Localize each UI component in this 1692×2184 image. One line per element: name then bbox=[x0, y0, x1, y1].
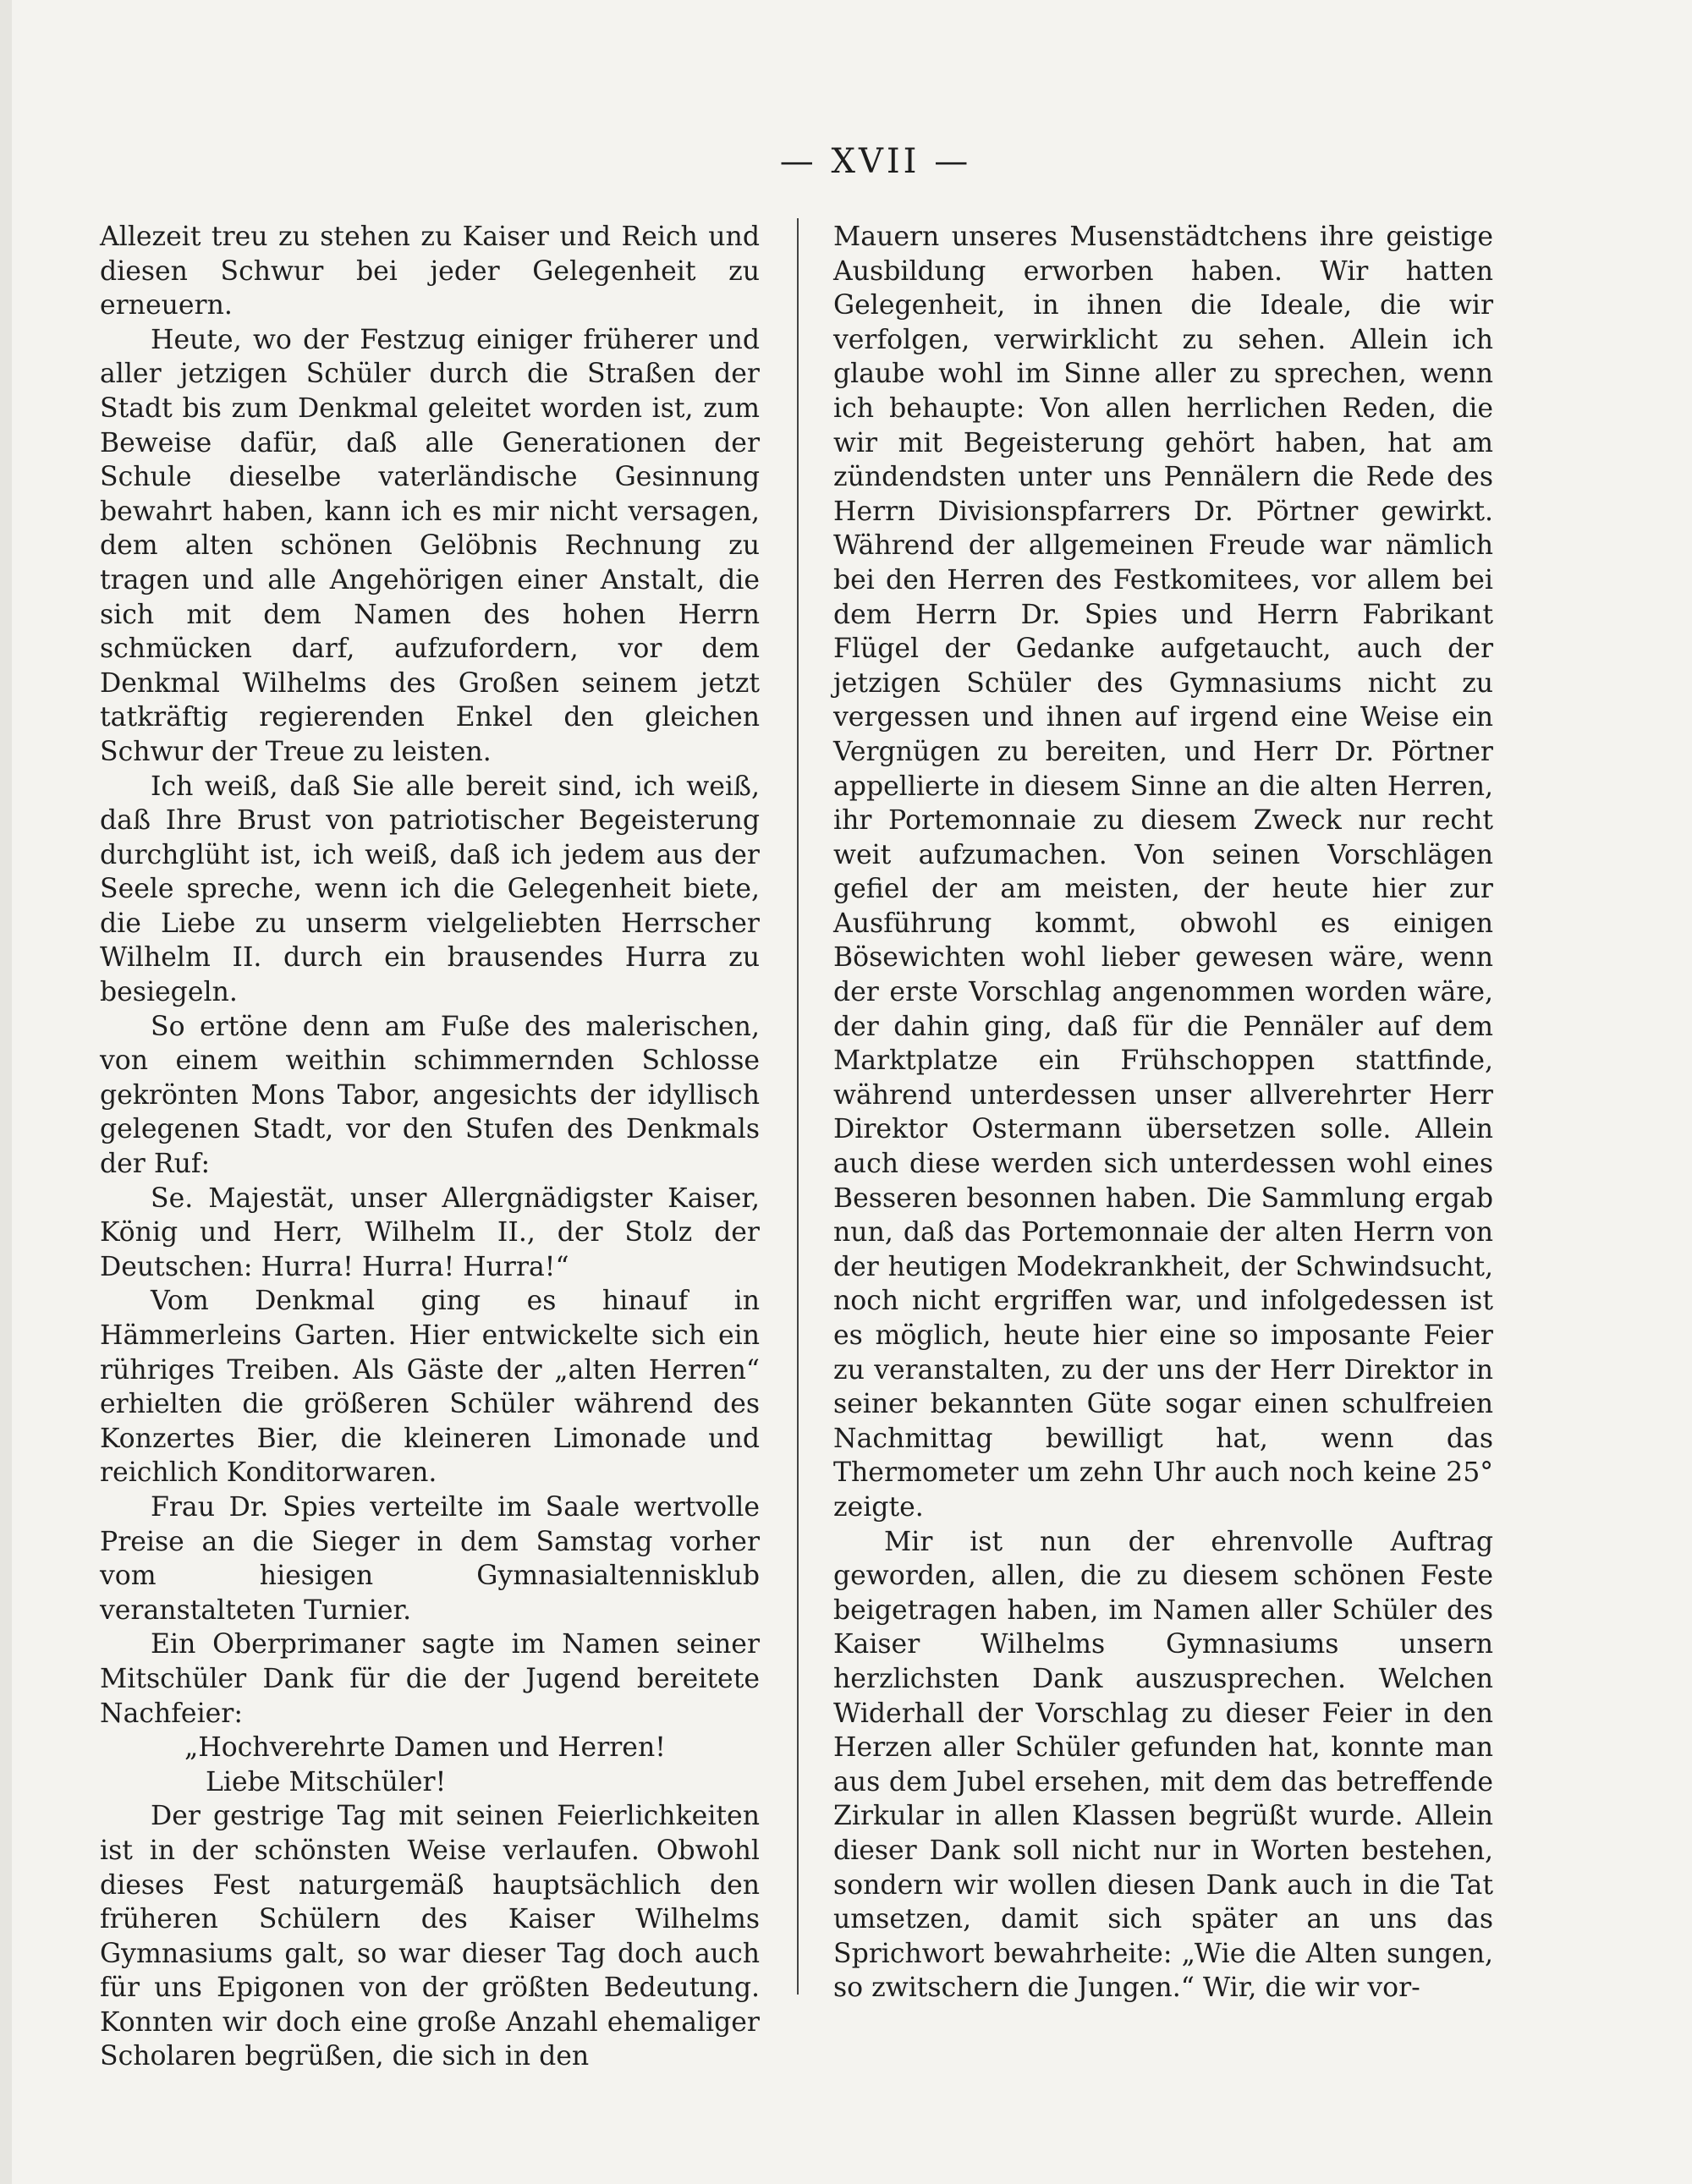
paragraph: Ein Oberprimaner sagte im Namen seiner Mitschüler Dank für die der Jugend bereitete Nachfeier: bbox=[100, 1629, 760, 1729]
column-divider bbox=[797, 218, 799, 1995]
paragraph: Ich weiß, daß Sie alle bereit sind, ich weiß, daß Ihre Brust von patriotischer Begeisterung durchglüht ist, ich weiß, daß ich jedem aus der Seele spreche, wenn ich die Gelegenheit biete, die Liebe zu unserm vielgeliebten Herrscher Wilhelm II. durch ein brausendes Hurra zu besiegeln. bbox=[100, 771, 760, 1008]
paragraph: Heute, wo der Festzug einiger früherer und aller jetzigen Schüler durch die Straßen der Stadt bis zum Denkmal geleitet worden ist, zum Beweise dafür, daß alle Generationen der Schule dieselbe vaterländische Gesinnung bewahrt haben, kann ich es mir nicht versagen, dem alten schönen Gelöbnis Rechnung zu tragen und alle Angehörigen einer Anstalt, die sich mit dem Namen des hohen Herrn schmücken darf, aufzufordern, vor dem Denkmal Wilhelms des Großen seinem jetzt tatkräftig regierenden Enkel den gleichen Schwur der Treue zu leisten. bbox=[100, 324, 760, 767]
page-edge bbox=[0, 0, 12, 2184]
paragraph: Vom Denkmal ging es hinauf in Hämmerleins Garten. Hier entwickelte sich ein rühriges Treiben. Als Gäste der „alten Herren“ erhielten die größeren Schüler während des Konzertes Bier, die kleineren Limonade und reichlich Konditorwaren. bbox=[100, 1286, 760, 1489]
left-column bbox=[100, 220, 760, 2074]
right-column bbox=[833, 220, 1493, 2006]
paragraph: „Hochverehrte Damen und Herren! bbox=[184, 1732, 666, 1764]
paragraph: Mir ist nun der ehrenvolle Auftrag geworden, allen, die zu diesem schönen Feste beigetragen haben, im Namen aller Schüler des Kaiser Wilhelms Gymnasiums unsern herzlichsten Dank auszusprechen. Welchen Widerhall der Vorschlag zu dieser Feier in den Herzen aller Schüler gefunden hat, konnte man aus dem Jubel ersehen, mit dem das betreffende Zirkular in allen Klassen begrüßt wurde. Allein dieser Dank soll nicht nur in Worten bestehen, sondern wir wollen diesen Dank auch in die Tat umsetzen, damit sich später an uns das Sprichwort bewahrheite: „Wie die Alten sungen, so zwitschern die Jungen.“ Wir, die wir vor- bbox=[833, 1526, 1493, 2004]
paragraph: Se. Majestät, unser Allergnädigster Kaiser, König und Herr, Wilhelm II., der Stolz der Deutschen: Hurra! Hurra! Hurra!“ bbox=[100, 1183, 760, 1282]
paragraph: Mauern unseres Musenstädtchens ihre geistige Ausbildung erworben haben. Wir hatten Gelegenheit, in ihnen die Ideale, die wir verfolgen, verwirklicht zu sehen. Allein ich glaube wohl im Sinne aller zu sprechen, wenn ich behaupte: Von allen herrlichen Reden, die wir mit Begeisterung gehört haben, hat am zündendsten unter uns Pennälern die Rede des Herrn Divisionspfarrers Dr. Pörtner gewirkt. Während der allgemeinen Freude war nämlich bei den Herren des Festkomitees, vor allem bei dem Herrn Dr. Spies und Herrn Fabrikant Flügel der Gedanke aufgetaucht, auch der jetzigen Schüler des Gymnasiums nicht zu vergessen und ihnen auf irgend eine Weise ein Vergnügen zu bereiten, und Herr Dr. Pörtner appellierte in diesem Sinne an die alten Herren, ihr Portemonnaie zu diesem Zweck nur recht weit aufzumachen. Von seinen Vorschlägen gefiel der am meisten, der heute hier zur Ausführung kommt, obwohl es einigen Bösewichten wohl lieber gewesen wäre, wenn der erste Vorschlag angenommen worden wäre, der dahin ging, daß für die Pennäler auf dem Marktplatze ein Frühschoppen stattfinde, während unterdessen unser allverehrter Herr Direktor Ostermann übersetzen solle. Allein auch diese werden sich unterdessen wohl eines Besseren besonnen haben. Die Sammlung ergab nun, daß das Portemonnaie der alten Herrn von der heutigen Modekrankheit, der Schwindsucht, noch nicht ergriffen war, und infolgedessen ist es möglich, heute hier eine so imposante Feier zu veranstalten, zu der uns der Herr Direktor in seiner bekannten Güte sogar einen schulfreien Nachmittag bewilligt hat, wenn das Thermometer um zehn Uhr auch noch keine 25° zeigte. bbox=[833, 222, 1493, 1523]
paragraph: Frau Dr. Spies verteilte im Saale wertvolle Preise an die Sieger in dem Samstag vorher vom hiesigen Gymnasialtennisklub veranstalteten Turnier. bbox=[100, 1491, 760, 1626]
paragraph: Allezeit treu zu stehen zu Kaiser und Reich und diesen Schwur bei jeder Gelegenheit zu erneuern. bbox=[100, 222, 760, 321]
paragraph: Der gestrige Tag mit seinen Feierlichkeiten ist in der schönsten Weise verlaufen. Obwohl dieses Fest naturgemäß hauptsächlich den früheren Schülern des Kaiser Wilhelms Gymnasiums galt, so war dieser Tag doch auch für uns Epigonen von der größten Bedeutung. Konnten wir doch eine große Anzahl ehemaliger Scholaren begrüßen, die sich in den bbox=[100, 1801, 760, 2072]
paragraph: Liebe Mitschüler! bbox=[206, 1766, 447, 1797]
page-number: — XVII — bbox=[779, 142, 972, 181]
paragraph: So ertöne denn am Fuße des malerischen, von einem weithin schimmernden Schlosse gekrönten Mons Tabor, angesichts der idyllisch gelegenen Stadt, vor den Stufen des Denkmals der Ruf: bbox=[100, 1011, 760, 1180]
